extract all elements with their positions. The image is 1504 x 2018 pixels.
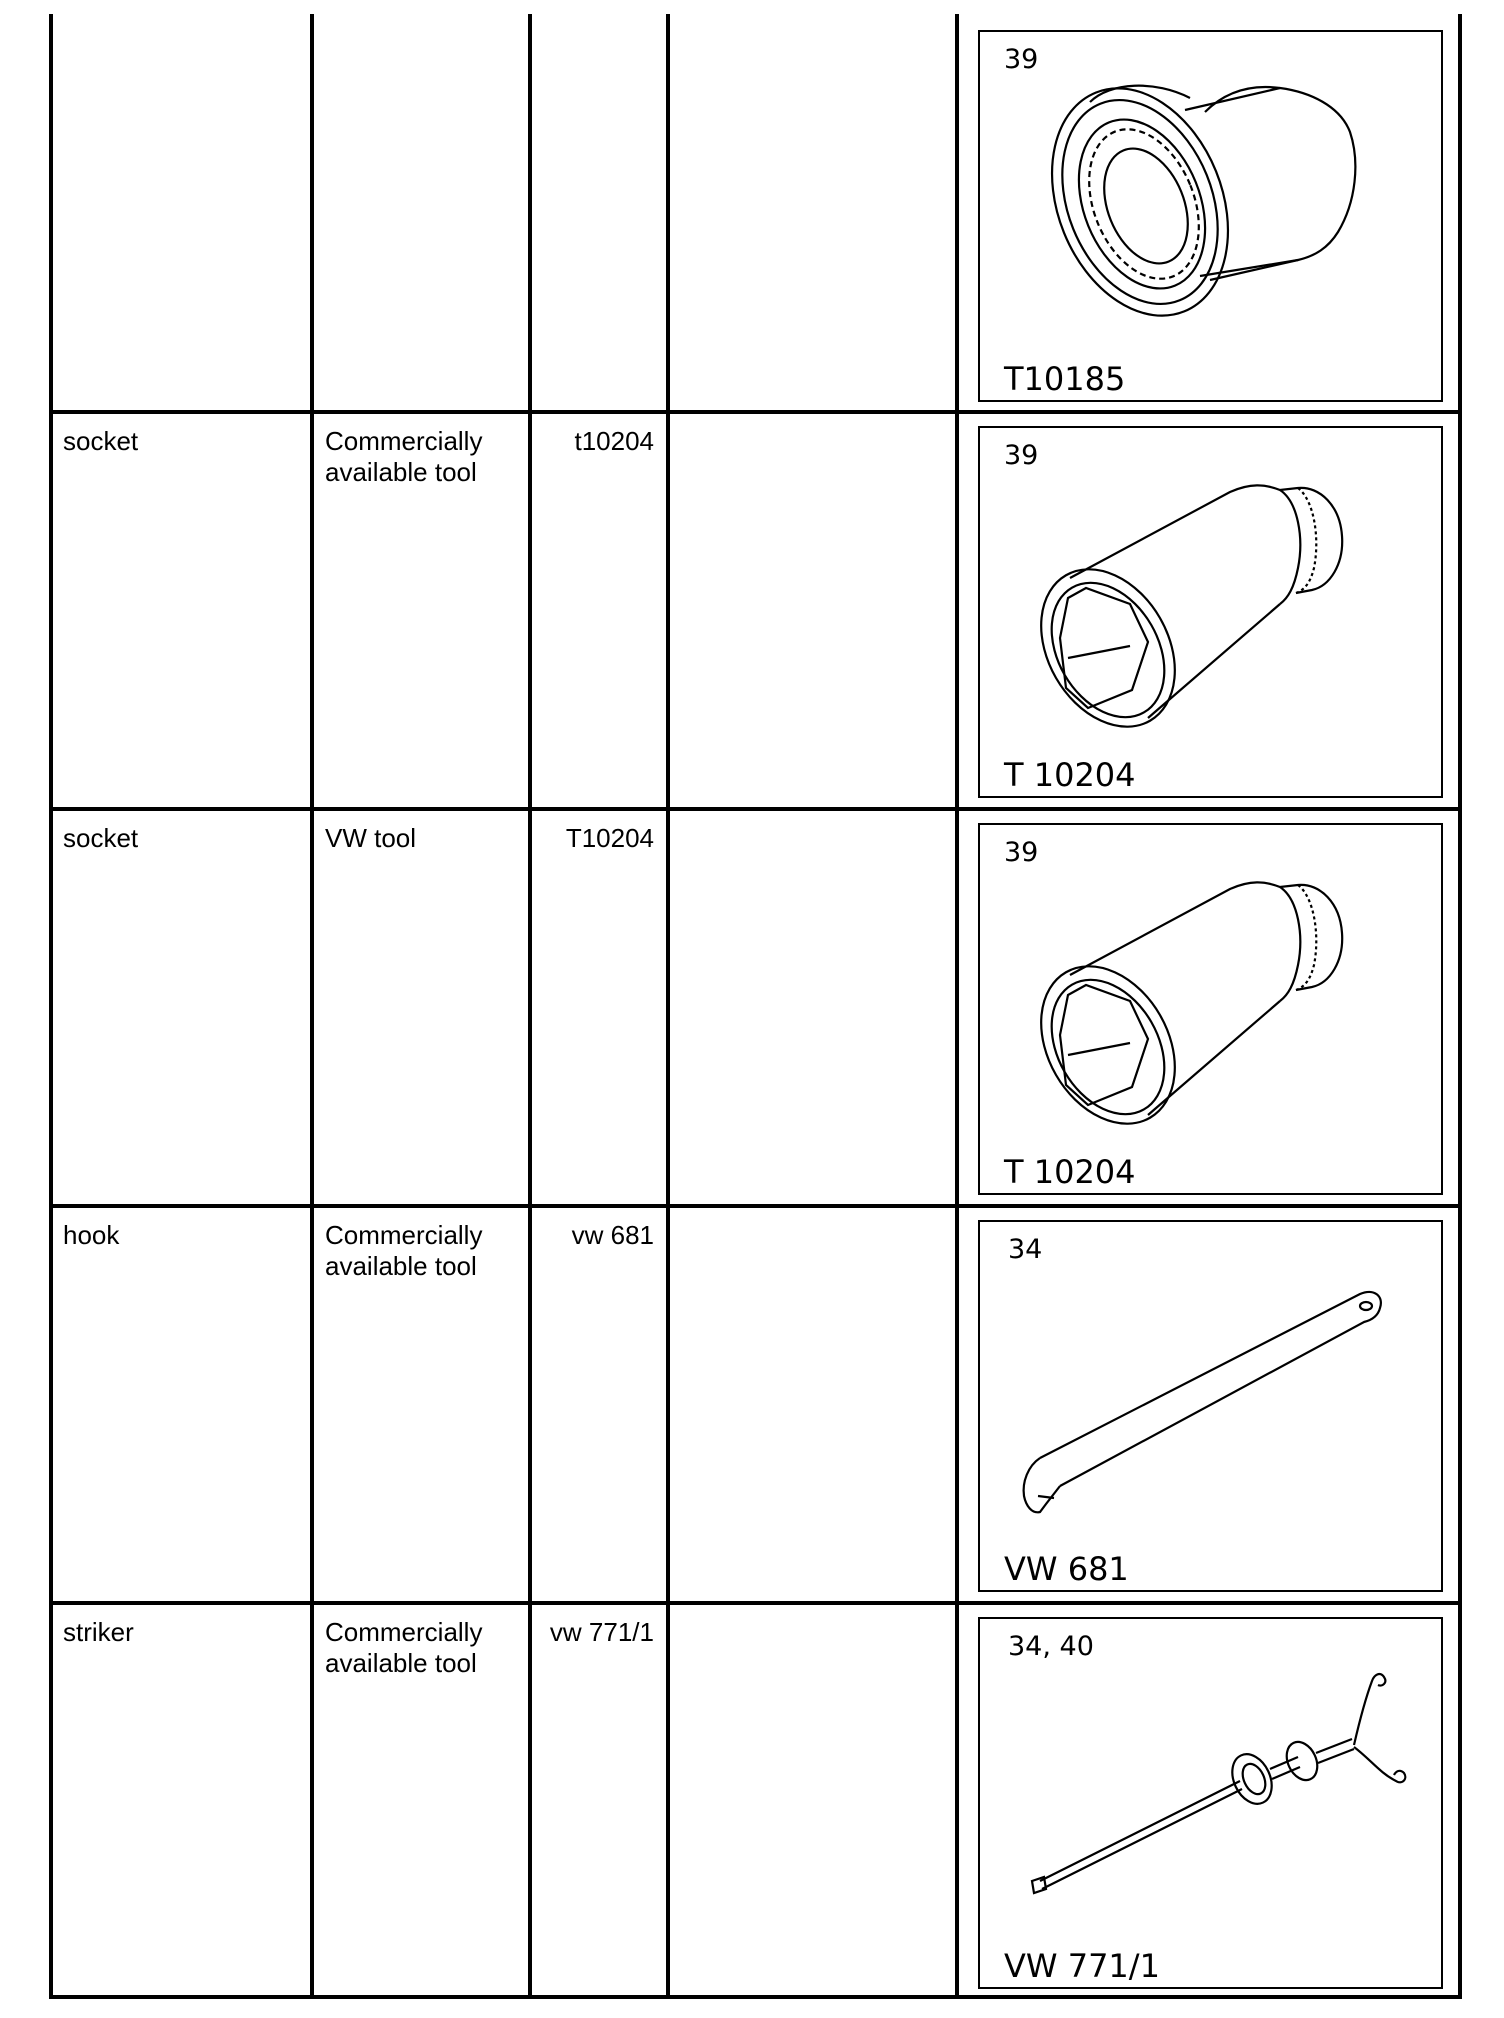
- column-divider: [666, 14, 670, 1999]
- figure-reference-number: 39: [1004, 837, 1039, 868]
- tool-figure: [978, 426, 1443, 798]
- tool-description: socket: [63, 823, 139, 853]
- table-border-bottom: [49, 1995, 1462, 1999]
- hook-wrench-icon: [980, 1222, 1445, 1594]
- figure-tool-label: T 10204: [1004, 1153, 1136, 1191]
- figure-tool-label: T 10204: [1004, 756, 1136, 794]
- special-tools-table: [49, 14, 1462, 1999]
- tool-figure: [978, 1617, 1443, 1989]
- figure-reference-number: 34, 40: [1008, 1631, 1094, 1662]
- hex-socket-icon: [980, 428, 1445, 800]
- tool-type: Commercially available tool: [325, 426, 483, 487]
- hex-socket-icon: [980, 825, 1445, 1197]
- tool-figure: [978, 30, 1443, 402]
- tool-type: VW tool: [325, 823, 417, 853]
- figure-reference-number: 34: [1008, 1234, 1043, 1265]
- tool-number: vw 681: [571, 1220, 654, 1250]
- tool-number: t10204: [574, 426, 654, 456]
- tool-description: striker: [63, 1617, 134, 1647]
- tool-number: vw 771/1: [549, 1617, 654, 1647]
- row-divider: [49, 1601, 1462, 1605]
- row-divider: [49, 410, 1462, 414]
- row-divider: [49, 807, 1462, 811]
- tool-description: hook: [63, 1220, 120, 1250]
- table-border-right: [1458, 14, 1462, 1999]
- tool-figure: [978, 1220, 1443, 1592]
- column-divider: [955, 14, 959, 1999]
- figure-tool-label: VW 681: [1004, 1550, 1129, 1588]
- figure-reference-number: 39: [1004, 44, 1039, 75]
- figure-tool-label: VW 771/1: [1004, 1947, 1160, 1985]
- figure-tool-label: T10185: [1004, 360, 1126, 398]
- tool-description: socket: [63, 426, 139, 456]
- tool-type: Commercially available tool: [325, 1617, 483, 1678]
- tool-figure: [978, 823, 1443, 1195]
- row-divider: [49, 1204, 1462, 1208]
- slide-hammer-icon: [980, 1619, 1445, 1991]
- column-divider: [310, 14, 314, 1999]
- tool-type: Commercially available tool: [325, 1220, 483, 1281]
- table-border-left: [49, 14, 53, 1999]
- column-divider: [528, 14, 532, 1999]
- bearing-sleeve-icon: [980, 32, 1445, 404]
- tool-number: T10204: [565, 823, 654, 853]
- figure-reference-number: 39: [1004, 440, 1039, 471]
